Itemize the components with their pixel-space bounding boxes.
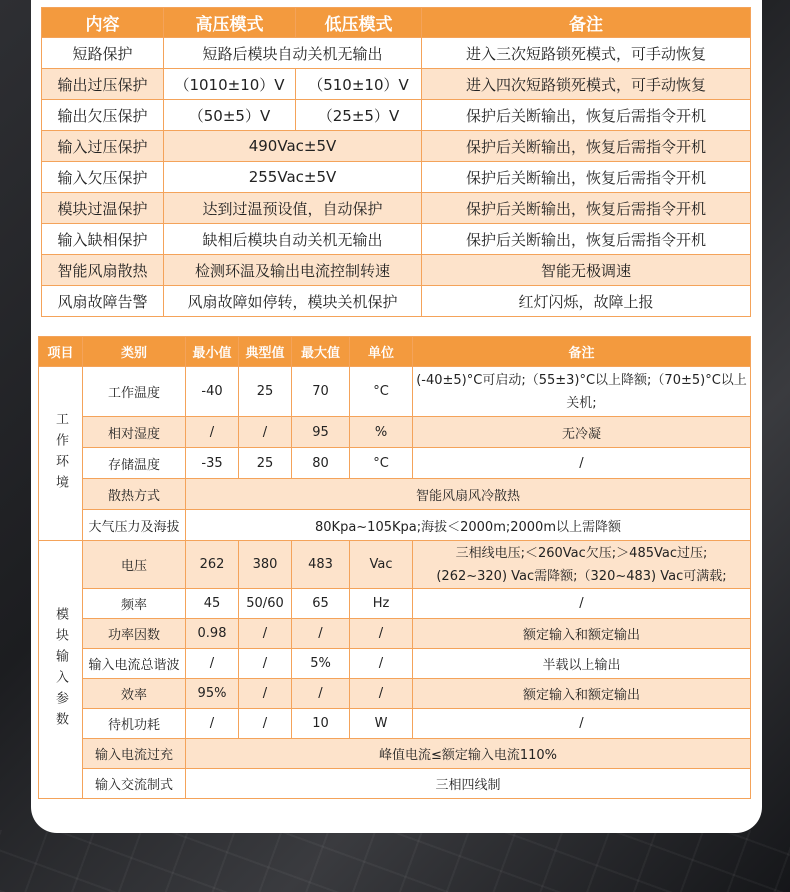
row-unit: / [350,619,413,649]
table-row [42,193,751,224]
row-label: 效率 [83,679,186,709]
row-max: 10 [292,709,350,739]
row-note: 红灯闪烁，故障上报 [422,286,751,317]
row-label: 输出欠压保护 [42,100,164,131]
row-label: 功率因数 [83,619,186,649]
row-note: / [413,709,751,739]
row-unit: / [350,649,413,679]
header-item: 项目 [39,337,83,367]
row-label: 相对湿度 [83,417,186,448]
row-unit: Hz [350,589,413,619]
table-row [42,224,751,255]
row-note: 半载以上输出 [413,649,751,679]
row-label: 输入交流制式 [83,769,186,799]
row-min: 45 [186,589,239,619]
row-typ: / [239,649,292,679]
row-label: 模块过温保护 [42,193,164,224]
protection-table [41,7,751,317]
row-unit: °C [350,367,413,417]
spec-table [38,336,751,799]
header-unit: 单位 [350,337,413,367]
header-low-mode: 低压模式 [296,8,422,38]
row-max: 80 [292,448,350,479]
table-row [39,679,751,709]
row-max: 95 [292,417,350,448]
table-row [39,589,751,619]
row-value: 智能风扇风冷散热 [186,479,751,510]
row-max: 70 [292,367,350,417]
row-note: 额定输入和额定输出 [413,679,751,709]
row-value: 风扇故障如停转，模块关机保护 [164,286,422,317]
row-unit: / [350,679,413,709]
header-max: 最大值 [292,337,350,367]
row-note: 保护后关断输出，恢复后需指令开机 [422,131,751,162]
row-label: 工作温度 [83,367,186,417]
row-note: 保护后关断输出，恢复后需指令开机 [422,193,751,224]
row-high-value: （50±5）V [164,100,296,131]
row-value: 缺相后模块自动关机无输出 [164,224,422,255]
row-min: -35 [186,448,239,479]
table-row [42,255,751,286]
row-label: 短路保护 [42,38,164,69]
row-label: 电压 [83,541,186,589]
group-label-input: 模块输入参数 [39,541,83,799]
table-row [39,417,751,448]
row-min: 0.98 [186,619,239,649]
row-label: 输入欠压保护 [42,162,164,193]
table-row [42,100,751,131]
row-typ: / [239,417,292,448]
table-row [39,479,751,510]
header-high-mode: 高压模式 [164,8,296,38]
header-category: 类别 [83,337,186,367]
row-note [413,541,751,589]
table-row [42,38,751,69]
row-label: 风扇故障告警 [42,286,164,317]
spec-header-row [39,337,751,367]
row-max: / [292,679,350,709]
header-note: 备注 [422,8,751,38]
table-row [39,709,751,739]
row-unit: °C [350,448,413,479]
row-min: / [186,649,239,679]
row-value: 达到过温预设值，自动保护 [164,193,422,224]
row-min: / [186,417,239,448]
group-label-env: 工作环境 [39,367,83,541]
table-row [39,367,751,417]
row-label: 散热方式 [83,479,186,510]
row-note: 无冷凝 [413,417,751,448]
row-max: / [292,619,350,649]
row-unit: W [350,709,413,739]
row-label: 存储温度 [83,448,186,479]
row-low-value: （510±10）V [296,69,422,100]
row-min: 262 [186,541,239,589]
row-note: 额定输入和额定输出 [413,619,751,649]
row-label: 频率 [83,589,186,619]
row-max: 483 [292,541,350,589]
table-row [39,739,751,769]
row-typ: 380 [239,541,292,589]
protection-header-row [42,8,751,38]
row-note: / [413,589,751,619]
row-label: 输入电流过充 [83,739,186,769]
table-row [39,619,751,649]
row-max: 5% [292,649,350,679]
row-note: 进入三次短路锁死模式，可手动恢复 [422,38,751,69]
row-note: 保护后关断输出，恢复后需指令开机 [422,162,751,193]
row-min: / [186,709,239,739]
row-note: 智能无极调速 [422,255,751,286]
row-note: / [413,448,751,479]
row-typ: 25 [239,367,292,417]
table-row [42,162,751,193]
table-row [39,510,751,541]
table-row [39,649,751,679]
row-note-line: (262~320) Vac需降额;（320~483) Vac可满载; [436,568,727,584]
row-value: 80Kpa~105Kpa;海拔＜2000m;2000m以上需降额 [186,510,751,541]
table-row [42,286,751,317]
row-label: 输入缺相保护 [42,224,164,255]
header-min: 最小值 [186,337,239,367]
table-row [42,69,751,100]
row-high-value: （1010±10）V [164,69,296,100]
row-value: 490Vac±5V [164,131,422,162]
row-note: 进入四次短路锁死模式，可手动恢复 [422,69,751,100]
row-min: 95% [186,679,239,709]
row-note: (-40±5)°C可启动;（55±3)°C以上降额;（70±5)°C以上关机; [413,367,751,417]
table-row [39,541,751,589]
row-label: 输出过压保护 [42,69,164,100]
background-pavement [0,830,790,892]
row-min: -40 [186,367,239,417]
table-row [42,131,751,162]
row-value: 255Vac±5V [164,162,422,193]
table-row [39,448,751,479]
row-note-line: 三相线电压;＜260Vac欠压;＞485Vac过压; [455,545,708,561]
row-value: 峰值电流≤额定输入电流110% [186,739,751,769]
header-typ: 典型值 [239,337,292,367]
row-label: 待机功耗 [83,709,186,739]
row-low-value: （25±5）V [296,100,422,131]
row-typ: 50/60 [239,589,292,619]
row-note: 保护后关断输出，恢复后需指令开机 [422,224,751,255]
row-label: 大气压力及海拔 [83,510,186,541]
row-typ: 25 [239,448,292,479]
row-unit: % [350,417,413,448]
row-unit: Vac [350,541,413,589]
row-max: 65 [292,589,350,619]
row-label: 智能风扇散热 [42,255,164,286]
row-label: 输入过压保护 [42,131,164,162]
row-typ: / [239,709,292,739]
header-content: 内容 [42,8,164,38]
row-label: 输入电流总谐波 [83,649,186,679]
row-typ: / [239,679,292,709]
table-row [39,769,751,799]
row-value: 检测环温及输出电流控制转速 [164,255,422,286]
row-note: 保护后关断输出，恢复后需指令开机 [422,100,751,131]
row-value: 三相四线制 [186,769,751,799]
row-typ: / [239,619,292,649]
row-value: 短路后模块自动关机无输出 [164,38,422,69]
header-note: 备注 [413,337,751,367]
